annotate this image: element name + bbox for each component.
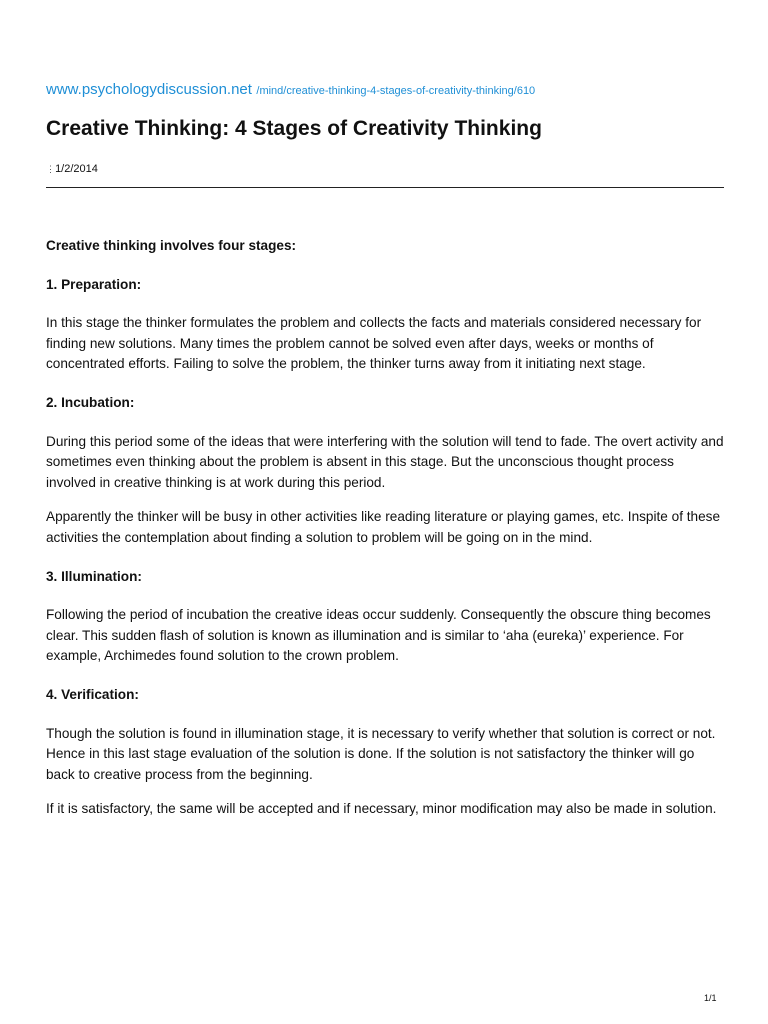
stage-heading-illumination: 3. Illumination: (46, 568, 142, 584)
stage-heading-verification: 4. Verification: (46, 686, 139, 702)
vertical-dots-icon: ⋮ (46, 164, 54, 174)
source-path-link[interactable]: /mind/creative-thinking-4-stages-of-creativity-thinking/610 (256, 85, 536, 97)
stage-paragraph-incubation-1: During this period some of the ideas that were interfering with the solution will tend to fade. The overt activity and sometimes even thinking about the problem is absent in this stage. But the unconscious thought process involved in creative thinking is at work during this period. (46, 433, 724, 490)
stage-paragraph-verification-1: Though the solution is found in illumination stage, it is necessary to verify whether that solution is correct or not. Hence in this last stage evaluation of the solution is done. If the solution is not satisfactory the thinker will go back to creative process from the beginning. (46, 725, 716, 782)
stage-heading-incubation: 2. Incubation: (46, 394, 135, 410)
stage-paragraph-illumination-1: Following the period of incubation the creative ideas occur suddenly. Consequently the obscure thing becomes clear. This sudden flash of solution is known as illumination and is similar to ‘aha (eureka)’ experience. For example, Archimedes found solution to the crown problem. (46, 607, 711, 664)
article-date: 1/2/2014 (55, 163, 98, 175)
stage-paragraph-verification-2: If it is satisfactory, the same will be accepted and if necessary, minor modification may also be made in solution. (46, 801, 717, 817)
intro-heading: Creative thinking involves four stages: (46, 238, 297, 253)
stage-heading-preparation: 1. Preparation: (46, 276, 142, 292)
article-body (46, 236, 724, 820)
stage-paragraph-incubation-2: Apparently the thinker will be busy in other activities like reading literature or playing games, etc. Inspite of these activities the contemplation about finding a solution to problem will be going on in the mind. (46, 509, 720, 545)
header-divider (46, 187, 724, 188)
page-number: 1/1 (704, 993, 717, 1003)
article-title: Creative Thinking: 4 Stages of Creativity Thinking (46, 117, 542, 140)
article-meta (46, 163, 98, 175)
document-page (46, 0, 724, 1024)
source-domain-link[interactable]: www.psychologydiscussion.net (46, 81, 252, 98)
stage-paragraph-preparation-1: In this stage the thinker formulates the problem and collects the facts and materials considered necessary for finding new solutions. Many times the problem cannot be solved even after days, weeks or months of concentrated efforts. Failing to solve the problem, the thinker turns away from it initiating next stage. (46, 315, 702, 372)
source-url[interactable] (46, 81, 535, 99)
